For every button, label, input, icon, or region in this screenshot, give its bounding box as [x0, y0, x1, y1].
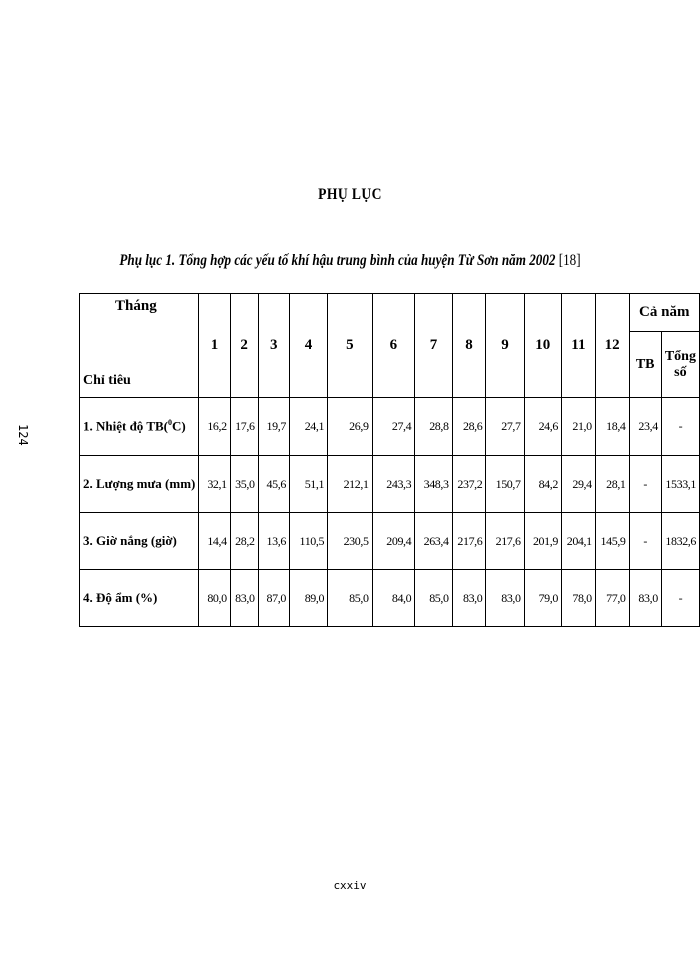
- month-value-cell: 348,3: [415, 456, 452, 513]
- table-row: [80, 513, 700, 570]
- page-heading: PHỤ LỤC: [318, 186, 382, 203]
- month-value-cell: 201,9: [524, 513, 561, 570]
- month-value-cell: 263,4: [415, 513, 452, 570]
- month-header: 12: [595, 294, 629, 398]
- year-total-cell: 1832,6: [661, 513, 699, 570]
- month-value-cell: 83,0: [230, 570, 258, 627]
- month-value-cell: 83,0: [452, 570, 486, 627]
- month-header: 7: [415, 294, 452, 398]
- month-value-cell: 24,1: [289, 398, 327, 456]
- year-average-cell: 23,4: [629, 398, 661, 456]
- row-label-text: 3. Giờ nắng (giờ): [83, 533, 177, 548]
- month-header: 6: [372, 294, 415, 398]
- month-value-cell: 79,0: [524, 570, 561, 627]
- row-label: [80, 570, 199, 627]
- month-value-cell: 24,6: [524, 398, 561, 456]
- month-header: 11: [561, 294, 595, 398]
- month-value-cell: 28,2: [230, 513, 258, 570]
- year-total-cell: -: [661, 398, 699, 456]
- month-value-cell: 13,6: [258, 513, 289, 570]
- month-value-cell: 27,4: [372, 398, 415, 456]
- table-row: [80, 456, 700, 513]
- year-total-header: Tổng số: [661, 332, 699, 398]
- row-label: [80, 513, 199, 570]
- month-value-cell: 17,6: [230, 398, 258, 456]
- month-header: 8: [452, 294, 486, 398]
- page-footer-number: cxxiv: [333, 879, 367, 892]
- month-value-cell: 78,0: [561, 570, 595, 627]
- year-average-cell: 83,0: [629, 570, 661, 627]
- month-value-cell: 28,6: [452, 398, 486, 456]
- row-label-unit: C): [172, 418, 186, 434]
- month-value-cell: 32,1: [199, 456, 230, 513]
- month-value-cell: 35,0: [230, 456, 258, 513]
- climate-table: [79, 293, 700, 627]
- month-value-cell: 209,4: [372, 513, 415, 570]
- month-value-cell: 18,4: [595, 398, 629, 456]
- month-value-cell: 217,6: [452, 513, 486, 570]
- month-value-cell: 85,0: [415, 570, 452, 627]
- rotated-page-number: 124: [16, 424, 30, 446]
- month-value-cell: 217,6: [486, 513, 524, 570]
- row-label-text: 1. Nhiệt độ TB(: [83, 418, 168, 434]
- year-average-header: TB: [629, 332, 661, 398]
- month-value-cell: 26,9: [328, 398, 372, 456]
- month-value-cell: 84,0: [372, 570, 415, 627]
- month-header: 1: [199, 294, 230, 398]
- month-value-cell: 45,6: [258, 456, 289, 513]
- month-value-cell: 204,1: [561, 513, 595, 570]
- month-value-cell: 19,7: [258, 398, 289, 456]
- month-value-cell: 83,0: [486, 570, 524, 627]
- month-value-cell: 237,2: [452, 456, 486, 513]
- month-value-cell: 85,0: [328, 570, 372, 627]
- table-row: [80, 570, 700, 627]
- table-caption: [63, 252, 637, 270]
- month-header: 2: [230, 294, 258, 398]
- month-value-cell: 87,0: [258, 570, 289, 627]
- row-label-text: 2. Lượng mưa (mm): [83, 476, 196, 491]
- year-total-cell: 1533,1: [661, 456, 699, 513]
- month-value-cell: 16,2: [199, 398, 230, 456]
- month-header: 4: [289, 294, 327, 398]
- month-value-cell: 51,1: [289, 456, 327, 513]
- row-label: [80, 398, 199, 456]
- year-average-cell: -: [629, 456, 661, 513]
- month-value-cell: 28,1: [595, 456, 629, 513]
- month-value-cell: 145,9: [595, 513, 629, 570]
- month-header: 9: [486, 294, 524, 398]
- table-row: [80, 398, 700, 456]
- month-value-cell: 14,4: [199, 513, 230, 570]
- caption-text: Phụ lục 1. Tổng hợp các yếu tố khí hậu trung bình của huyện Từ Sơn năm 2002: [119, 252, 556, 269]
- month-value-cell: 29,4: [561, 456, 595, 513]
- degree-superscript: 0: [168, 418, 172, 428]
- month-value-cell: 89,0: [289, 570, 327, 627]
- month-value-cell: 243,3: [372, 456, 415, 513]
- year-header: Cả năm: [629, 294, 699, 332]
- month-value-cell: 150,7: [486, 456, 524, 513]
- month-header: 10: [524, 294, 561, 398]
- year-total-cell: -: [661, 570, 699, 627]
- month-header: 3: [258, 294, 289, 398]
- month-value-cell: 212,1: [328, 456, 372, 513]
- month-value-cell: 27,7: [486, 398, 524, 456]
- row-label: [80, 456, 199, 513]
- month-value-cell: 110,5: [289, 513, 327, 570]
- corner-header: [80, 294, 199, 398]
- year-average-cell: -: [629, 513, 661, 570]
- month-value-cell: 28,8: [415, 398, 452, 456]
- caption-reference: [18]: [558, 252, 581, 269]
- indicator-axis-label: Chỉ tiêu: [83, 373, 131, 388]
- row-label-text: 4. Độ ẩm (%): [83, 590, 158, 605]
- month-axis-label: Tháng: [115, 298, 157, 314]
- month-header: 5: [328, 294, 372, 398]
- month-value-cell: 21,0: [561, 398, 595, 456]
- month-value-cell: 77,0: [595, 570, 629, 627]
- month-value-cell: 84,2: [524, 456, 561, 513]
- month-value-cell: 230,5: [328, 513, 372, 570]
- month-value-cell: 80,0: [199, 570, 230, 627]
